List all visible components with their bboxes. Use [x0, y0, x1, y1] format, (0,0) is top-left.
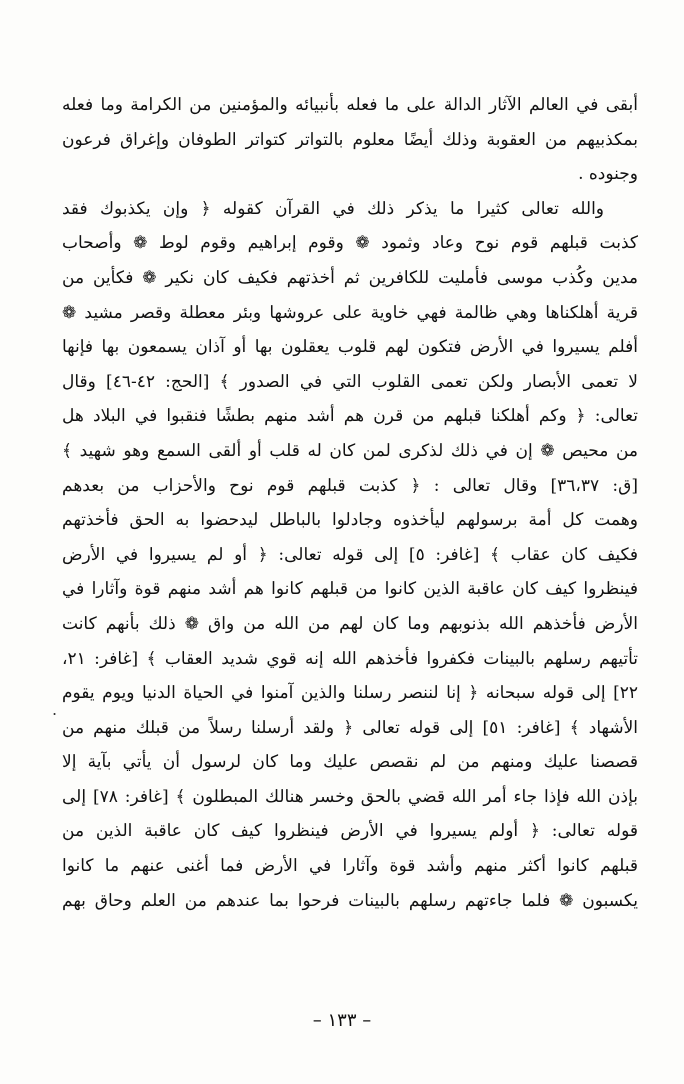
text-line: مدين وكُذب موسى فأمليت للكافرين ثم أخذتهم فكيف كان نكير ❁ فكأين من — [62, 267, 638, 288]
text-line: من محيص ❁ إن في ذلك لذكرى لمن كان له قلب أو ألقى السمع وهو شهيد ﴾ — [62, 440, 638, 461]
text-line: فينظروا كيف كان عاقبة الذين كانوا من قبلهم كانوا هم أشد منهم قوة وآثارا في — [62, 579, 638, 600]
text-line: كذبت قبلهم قوم نوح وعاد وثمود ❁ وقوم إبراهيم وقوم لوط ❁ وأصحاب — [62, 233, 638, 254]
text-line: قبلهم كانوا أكثر منهم وأشد قوة وآثارا في الأرض فما أغنى عنهم ما كانوا — [62, 856, 638, 877]
text-line: بإذن الله فإذا جاء أمر الله قضي بالحق وخسر هنالك المبطلون ﴾ [غافر: ٧٨] إلى — [62, 786, 638, 807]
text-line: أبقى في العالم الآثار الدالة على ما فعله بأنبيائه والمؤمنين من الكرامة وما فعله — [62, 95, 638, 115]
text-line: تعالى: ﴿ وكم أهلكنا قبلهم من قرن هم أشد منهم بطشًا فنقبوا في البلاد هل — [62, 406, 638, 427]
text-line: أفلم يسيروا في الأرض فتكون لهم قلوب يعقلون بها أو آذان يسمعون بها فإنها — [62, 337, 638, 358]
text-line: والله تعالى كثيرا ما يذكر ذلك في القرآن كقوله ﴿ وإن يكذبوك فقد — [62, 198, 604, 219]
text-line: بمكذبيهم من العقوبة وذلك أيضًا معلوم بالتواتر كتواتر الطوفان وإغراق فرعون — [62, 129, 638, 150]
text-line: قصصنا عليك ومنهم من لم نقصص عليك وما كان لرسول أن يأتي بآية إلا — [62, 752, 638, 773]
text-line: الأشهاد ﴾ [غافر: ٥١] إلى قوله تعالى ﴿ ولقد أرسلنا رسلاً من قبلك منهم من — [62, 717, 638, 738]
text-line: تأتيهم رسلهم بالبينات فكفروا فأخذهم الله إنه قوي شديد العقاب ﴾ [غافر: ٢١، — [62, 648, 638, 669]
text-line: لا تعمى الأبصار ولكن تعمى القلوب التي في الصدور ﴾ [الحج: ٤٢-٤٦] وقال — [62, 371, 638, 392]
text-line: وجنوده . — [578, 164, 638, 185]
text-line: قوله تعالى: ﴿ أولم يسيروا في الأرض فينظروا كيف كان عاقبة الذين من — [62, 821, 638, 842]
page-text — [62, 88, 638, 918]
margin-mark: . — [52, 700, 58, 719]
text-line: الأرض فأخذهم الله بذنوبهم وما كان لهم من الله من واق ❁ ذلك بأنهم كانت — [62, 613, 638, 634]
text-line: يكسبون ❁ فلما جاءتهم رسلهم بالبينات فرحوا بما عندهم من العلم وحاق بهم — [62, 890, 638, 911]
page-number: – ١٣٣ – — [312, 1010, 372, 1031]
text-line: وهمت كل أمة برسولهم ليأخذوه وجادلوا بالباطل ليدحضوا به الحق فأخذتهم — [62, 510, 638, 531]
text-line: قرية أهلكناها وهي ظالمة فهي خاوية على عروشها وبئر معطلة وقصر مشيد ❁ — [62, 302, 638, 323]
text-line: [ق: ٣٦،٣٧] وقال تعالى : ﴿ كذبت قبلهم قوم نوح والأحزاب من بعدهم — [62, 475, 638, 496]
text-line: فكيف كان عقاب ﴾ [غافر: ٥] إلى قوله تعالى: ﴿ أو لم يسيروا في الأرض — [62, 544, 638, 565]
text-line: ٢٢] إلى قوله سبحانه ﴿ إنا لننصر رسلنا والذين آمنوا في الحياة الدنيا ويوم يقوم — [62, 683, 638, 704]
